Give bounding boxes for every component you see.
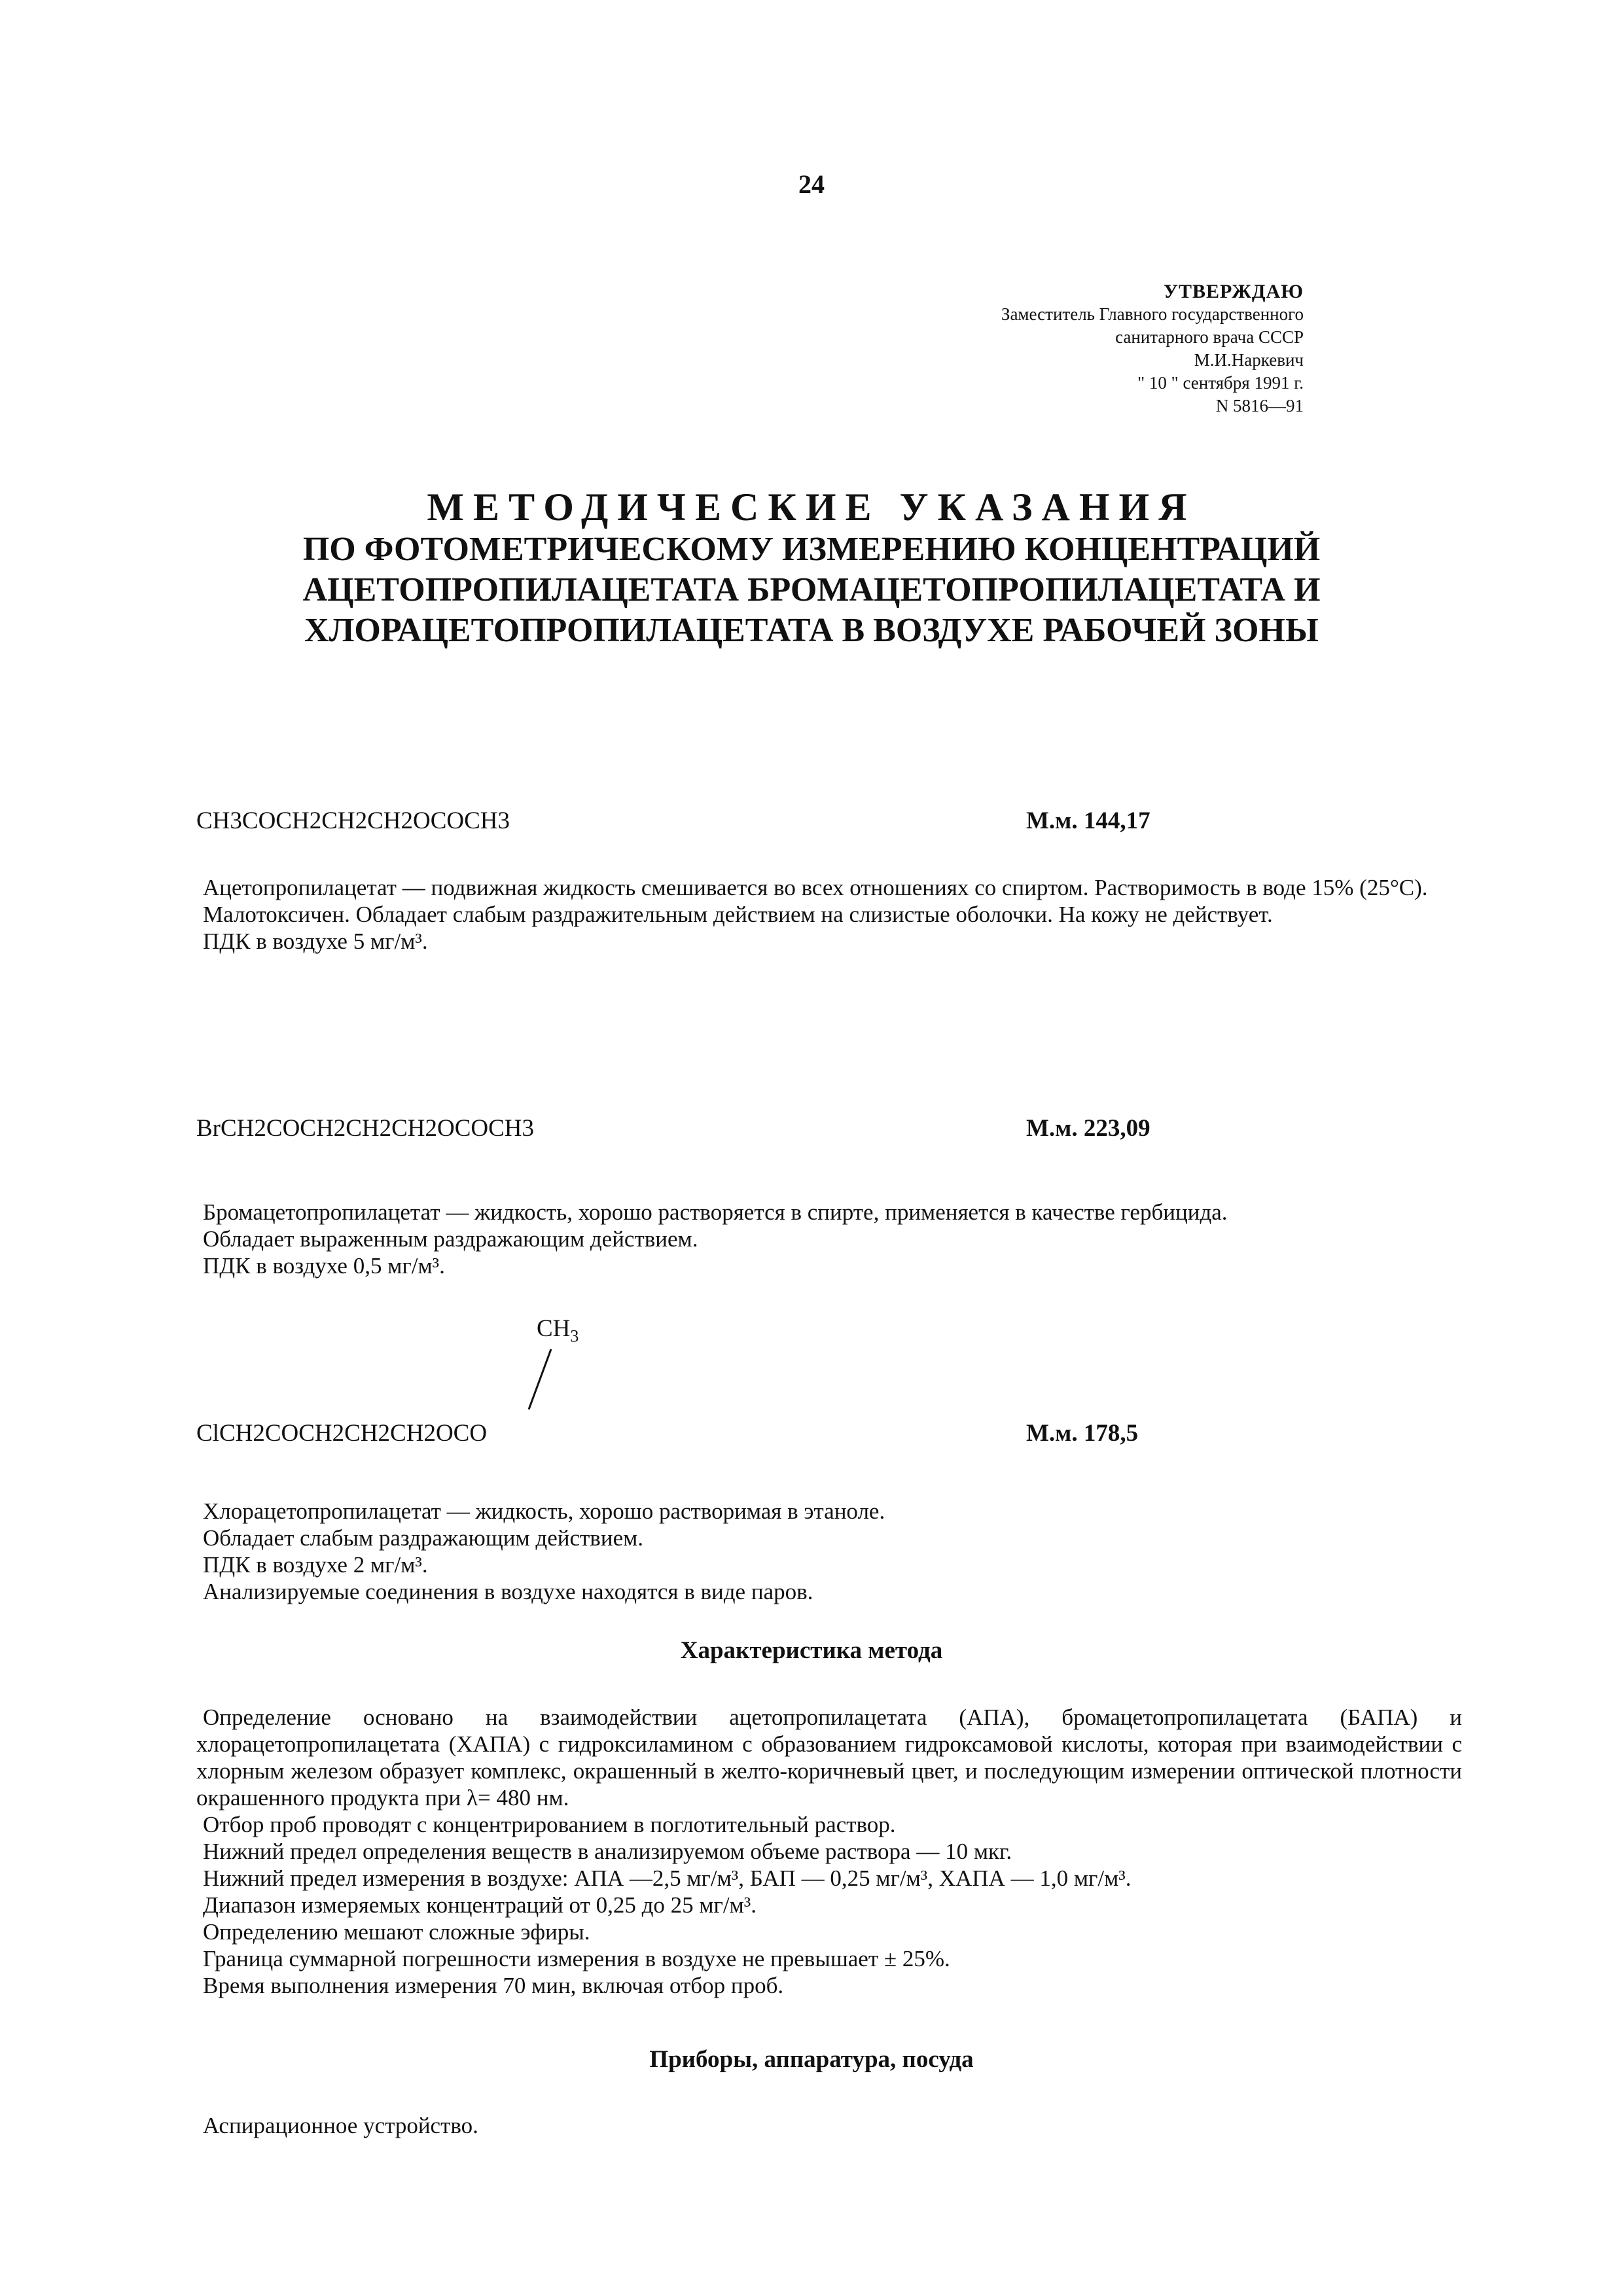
- compound3-paragraph-3: ПДК в воздухе 2 мг/м³.: [203, 1552, 428, 1578]
- compound1-molecular-weight: М.м. 144,17: [1026, 807, 1150, 834]
- compound3-molecular-weight: М.м. 178,5: [1026, 1420, 1139, 1447]
- method-paragraph-7: Граница суммарной погрешности измерения в воздухе не превышает ± 25%.: [203, 1946, 950, 1971]
- approval-position-line2: санитарного врача СССР: [1115, 327, 1304, 347]
- method-paragraph-4: Нижний предел измерения в воздухе: АПА —2,5 мг/м³, БАП — 0,25 мг/м³, ХАПА — 1,0 мг/м³.: [203, 1865, 1132, 1891]
- compound1-paragraph-2: Малотоксичен. Обладает слабым раздражительным действием на слизистые оболочки. На кожу не действует.: [203, 902, 1273, 927]
- method-heading: Характеристика метода: [680, 1637, 943, 1664]
- compound3-formula: ClCH2COCH2CH2CH2OCO: [196, 1420, 488, 1447]
- method-paragraph-8: Время выполнения измерения 70 мин, включая отбор проб.: [203, 1973, 784, 1998]
- compound1-description: [196, 874, 1462, 955]
- compound2-paragraph-3: ПДК в воздухе 0,5 мг/м³.: [203, 1253, 445, 1279]
- title-line-3: ХЛОРАЦЕТОПРОПИЛАЦЕТАТА В ВОЗДУХЕ РАБОЧЕЙ ЗОНЫ: [304, 612, 1319, 649]
- approval-number: N 5816—91: [1215, 396, 1304, 415]
- title-line-2: АЦЕТОПРОПИЛАЦЕТАТА БРОМАЦЕТОПРОПИЛАЦЕТАТА И: [302, 571, 1321, 609]
- compound2-paragraph-1: Бромацетопропилацетат — жидкость, хорошо растворяется в спирте, применяется в качестве гербицида.: [203, 1199, 1228, 1225]
- method-paragraph-1: Определение основано на взаимодействии ацетопропилацетата (АПА), бромацетопропилацетата (БАПА) и хлорацетопропилацетата (ХАПА) с гидроксиламином с образованием гидроксамовой кислоты, которая при взаимодействии с хлорным железом образует комплекс, окрашенный в желто-коричневый цвет, и последующим измерении оптической плотности окрашенного продукта при λ= 480 нм.: [196, 1704, 1462, 1810]
- equipment-heading: Приборы, аппаратура, посуда: [649, 2046, 974, 2073]
- equipment-paragraph-1: Аспирационное устройство.: [203, 2113, 478, 2138]
- compound2-molecular-weight: М.м. 223,09: [1026, 1115, 1150, 1142]
- compound1-paragraph-1: Ацетопропилацетат — подвижная жидкость смешивается во всех отношениях со спиртом. Растворимость в воде 15% (25°С).: [203, 875, 1428, 900]
- approval-block: [1001, 280, 1304, 417]
- approval-position-line1: Заместитель Главного государственного: [1001, 304, 1304, 324]
- method-paragraph-6: Определению мешают сложные эфиры.: [203, 1919, 590, 1945]
- compound1-paragraph-3: ПДК в воздухе 5 мг/м³.: [203, 928, 428, 954]
- compound3-description: [196, 1498, 1462, 1605]
- approval-stamp: УТВЕРЖДАЮ: [1163, 281, 1304, 302]
- compound3-methyl-subscript: 3: [570, 1326, 579, 1346]
- equipment-description: [196, 2112, 1462, 2139]
- approval-date: " 10 " сентября 1991 г.: [1137, 373, 1304, 393]
- method-paragraph-3: Нижний предел определения веществ в анализируемом объеме раствора — 10 мкг.: [203, 1839, 1012, 1864]
- approval-name: М.И.Наркевич: [1194, 350, 1304, 370]
- title-line-1: ПО ФОТОМЕТРИЧЕСКОМУ ИЗМЕРЕНИЮ КОНЦЕНТРАЦИЙ: [302, 531, 1321, 568]
- method-description: [196, 1704, 1462, 1999]
- compound2-paragraph-2: Обладает выраженным раздражающим действием.: [203, 1226, 698, 1252]
- compound3-methyl-group: [537, 1315, 579, 1346]
- document-title: [196, 486, 1427, 650]
- compound1-formula: CH3COCH2CH2CH2OCOCH3: [196, 807, 510, 834]
- compound3-methyl-text: CH: [537, 1315, 571, 1342]
- compound2-description: [196, 1199, 1462, 1279]
- page-number: 24: [798, 169, 825, 199]
- title-main: МЕТОДИЧЕСКИЕ УКАЗАНИЯ: [427, 486, 1196, 529]
- compound3-paragraph-1: Хлорацетопропилацетат — жидкость, хорошо растворимая в этаноле.: [203, 1498, 885, 1524]
- compound3-paragraph-2: Обладает слабым раздражающим действием.: [203, 1525, 643, 1551]
- compound2-formula: BrCH2COCH2CH2CH2OCOCH3: [196, 1115, 535, 1142]
- method-paragraph-5: Диапазон измеряемых концентраций от 0,25 до 25 мг/м³.: [203, 1892, 757, 1918]
- method-paragraph-2: Отбор проб проводят с концентрированием в поглотительный раствор.: [203, 1812, 896, 1837]
- compound3-paragraph-4: Анализируемые соединения в воздухе находятся в виде паров.: [203, 1579, 813, 1604]
